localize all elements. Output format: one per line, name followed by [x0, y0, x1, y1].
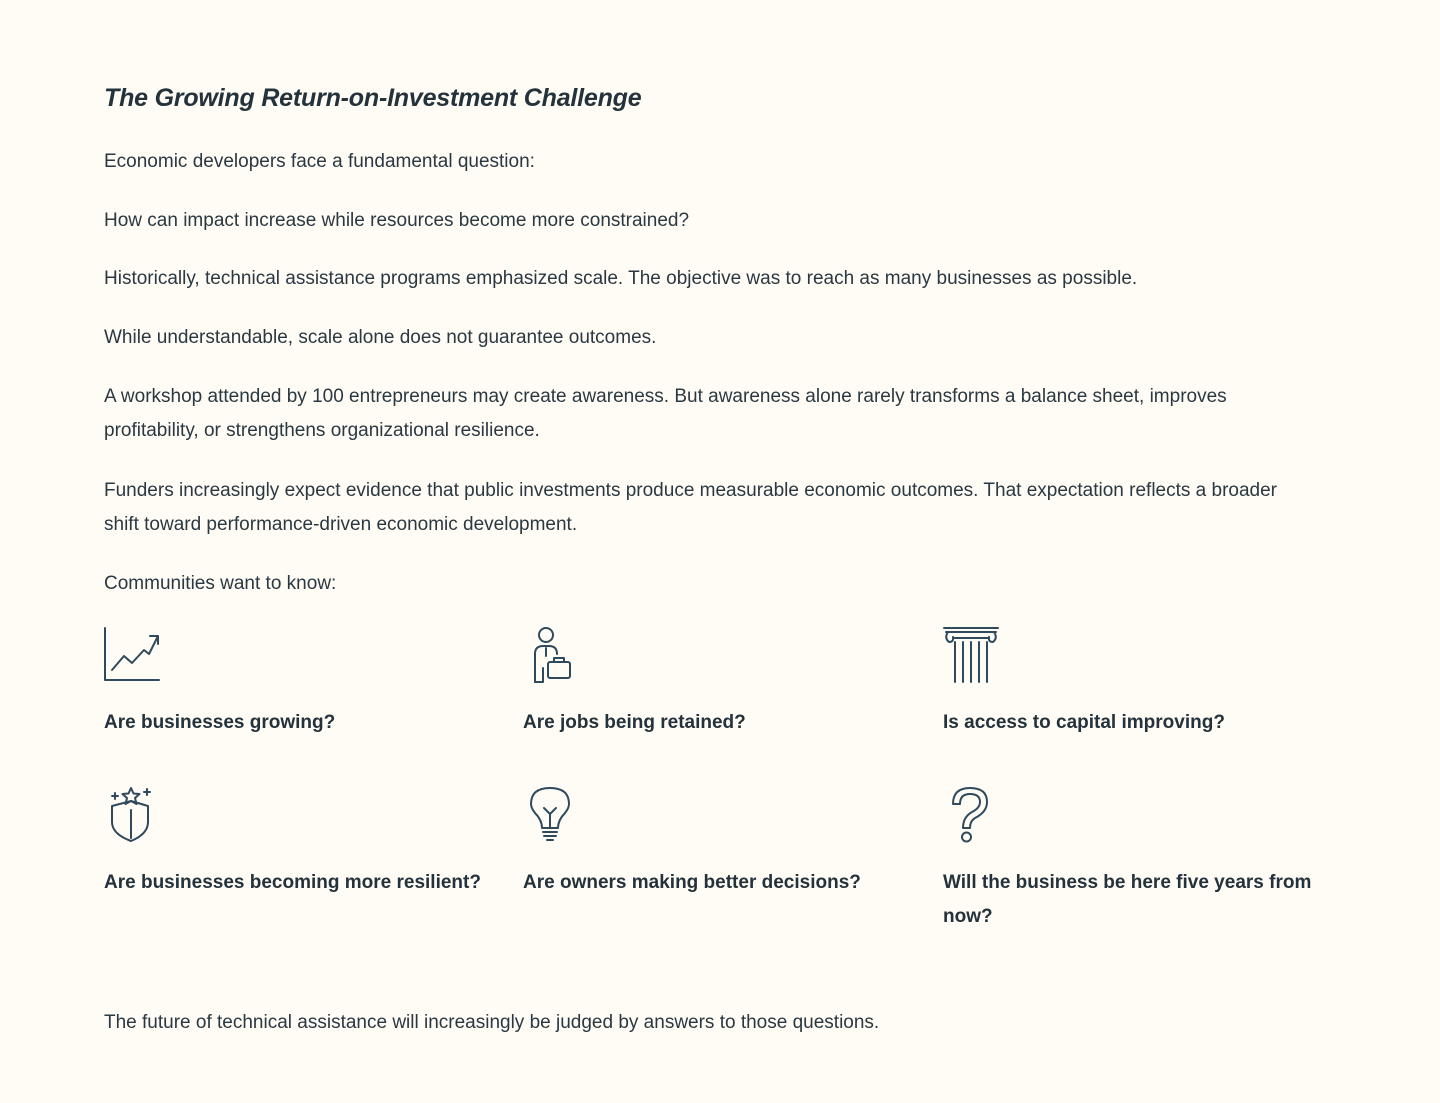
- paragraph-communities: Communities want to know:: [104, 573, 337, 594]
- question-label: Are jobs being retained?: [523, 712, 746, 733]
- lightbulb-icon: [523, 786, 583, 846]
- question-label: Is access to capital improving?: [943, 712, 1225, 733]
- paragraph-intro: Economic developers face a fundamental question:: [104, 151, 535, 172]
- question-mark-icon: [943, 786, 1003, 846]
- paragraph-workshop: A workshop attended by 100 entrepreneurs may create awareness. But awareness alone rarely transforms a balance sheet, improves profitability, or strengthens organizational resilience.: [104, 386, 1227, 441]
- line-chart-growth-icon: [104, 626, 164, 686]
- paragraph-scale: While understandable, scale alone does not guarantee outcomes.: [104, 327, 657, 348]
- question-label: Will the business be here five years from now?: [943, 872, 1312, 927]
- question-label: Are businesses becoming more resilient?: [104, 872, 481, 893]
- article-heading: The Growing Return-on-Investment Challenge: [104, 84, 642, 112]
- paragraph-question: How can impact increase while resources become more constrained?: [104, 210, 690, 231]
- paragraph-funders: Funders increasingly expect evidence that public investments produce measurable economic outcomes. That expectation reflects a broader shift toward performance-driven economic development.: [104, 480, 1278, 535]
- person-with-briefcase-icon: [523, 626, 583, 686]
- question-label: Are businesses growing?: [104, 712, 336, 733]
- paragraph-closing: The future of technical assistance will increasingly be judged by answers to those questions.: [104, 1012, 880, 1033]
- shield-with-star-icon: [104, 786, 164, 846]
- question-label: Are owners making better decisions?: [523, 872, 861, 893]
- paragraph-history: Historically, technical assistance programs emphasized scale. The objective was to reach as many businesses as possible.: [104, 268, 1138, 289]
- column-pillar-icon: [943, 626, 1003, 686]
